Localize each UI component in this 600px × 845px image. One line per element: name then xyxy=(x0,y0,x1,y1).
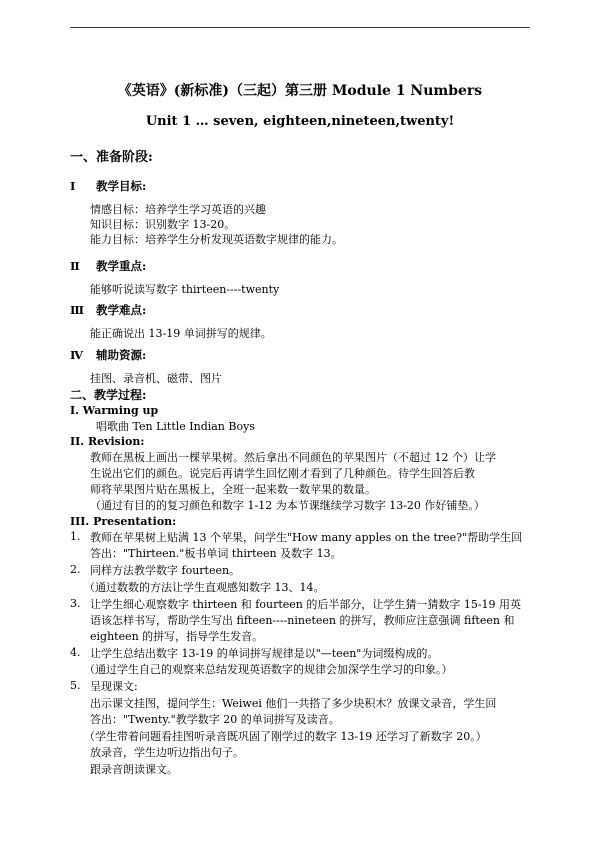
list-item-line: eighteen 的拼写，指导学生发音。 xyxy=(90,630,264,643)
list-number: 3. xyxy=(70,597,81,610)
section-line: 能力目标：培养学生分析发现英语数字规律的能力。 xyxy=(90,233,343,246)
list-item-line: 答出："Thirteen."板书单词 thirteen 及数字 13。 xyxy=(90,547,342,560)
revision-heading: II. Revision: xyxy=(70,435,145,448)
list-item-line: 让学生细心观察数字 thirteen 和 fourteen 的后半部分，让学生猜一猜数字 15-19 用英 xyxy=(90,598,522,611)
list-number: 5. xyxy=(70,679,81,692)
revision-line: 师将苹果图片贴在黑板上，全班一起来数一数苹果的数量。 xyxy=(90,483,376,496)
list-number: 4. xyxy=(70,646,81,659)
part2-heading: 二、教学过程: xyxy=(70,388,147,402)
document-title: 《英语》(新标准)（三起）第三册 Module 1 Numbers xyxy=(117,83,483,99)
section-line: 知识目标：识别数字 13-20。 xyxy=(90,218,236,231)
list-item-line: （通过学生自己的观察来总结发现英语数字的规律会加深学生学习的印象。） xyxy=(84,663,453,676)
section-title: 辅助资源: xyxy=(96,348,147,362)
section-heading xyxy=(70,302,146,318)
revision-line: 教师在黑板上画出一棵苹果树。然后拿出不同颜色的苹果图片（不超过 12 个）让学 xyxy=(90,451,496,464)
list-item-line: 语该怎样书写，帮助学生写出 fifteen----nineteen 的拼写，教师应注意强调 fifteen 和 xyxy=(90,614,515,627)
list-item-line: 答出："Twenty."教学数字 20 的单词拼写及读音。 xyxy=(90,713,340,726)
section-heading xyxy=(70,347,146,363)
warming-text: 唱歌曲 Ten Little Indian Boys xyxy=(96,420,255,433)
list-item-line: 跟录音朗读课文。 xyxy=(90,763,178,776)
section-title: 教学目标: xyxy=(96,179,147,193)
revision-line: （通过有目的的复习颜色和数字 1-12 为本节课继续学习数字 13-20 作好铺垫。） xyxy=(90,499,485,512)
section-line: 情感目标：培养学生学习英语的兴趣 xyxy=(90,203,266,216)
section-line: 挂图、录音机、磁带、图片 xyxy=(90,372,222,385)
section-numeral: Ⅰ xyxy=(70,179,76,193)
list-item-line: （学生带着问题看挂图听录音既巩固了刚学过的数字 13-19 还学习了新数字 20。） xyxy=(84,730,487,743)
document-subtitle: Unit 1 … seven, eighteen,nineteen,twenty! xyxy=(145,114,455,129)
section-title: 教学难点: xyxy=(96,303,147,317)
list-number: 1. xyxy=(70,530,81,543)
revision-line: 生说出它们的颜色。说完后再请学生回忆刚才看到了几种颜色。待学生回答后教 xyxy=(90,467,475,480)
section-numeral: Ⅲ xyxy=(70,303,85,317)
section-numeral: Ⅳ xyxy=(70,348,84,362)
list-item-line: 教师在苹果树上贴满 13 个苹果，问学生"How many apples on the tree?"帮助学生回 xyxy=(90,531,523,544)
list-number: 2. xyxy=(70,563,81,576)
list-item-line: （通过数数的方法让学生直观感知数字 13、14。 xyxy=(84,581,325,594)
section-heading xyxy=(70,258,146,274)
list-item-line: 出示课文挂图，提问学生：Weiwei 他们一共搭了多少块积木？放课文录音，学生回 xyxy=(90,697,497,710)
header-rule xyxy=(70,27,530,28)
section-line: 能正确说出 13-19 单词拼写的规律。 xyxy=(90,327,272,340)
section-numeral: Ⅱ xyxy=(70,259,80,273)
section-title: 教学重点: xyxy=(96,259,147,273)
section-heading xyxy=(70,178,146,194)
warming-heading: I. Warming up xyxy=(70,404,159,417)
part1-heading: 一、准备阶段: xyxy=(70,150,153,165)
presentation-heading: III. Presentation: xyxy=(70,515,177,528)
section-line: 能够听说读写数字 thirteen----twenty xyxy=(90,283,280,296)
list-item-line: 呈现课文: xyxy=(90,680,138,693)
list-item-line: 让学生总结出数字 13-19 的单词拼写规律是以"—teen"为词缀构成的。 xyxy=(90,647,439,660)
list-item-line: 放录音，学生边听边指出句子。 xyxy=(90,746,244,759)
list-item-line: 同样方法教学数字 fourteen。 xyxy=(90,564,241,577)
